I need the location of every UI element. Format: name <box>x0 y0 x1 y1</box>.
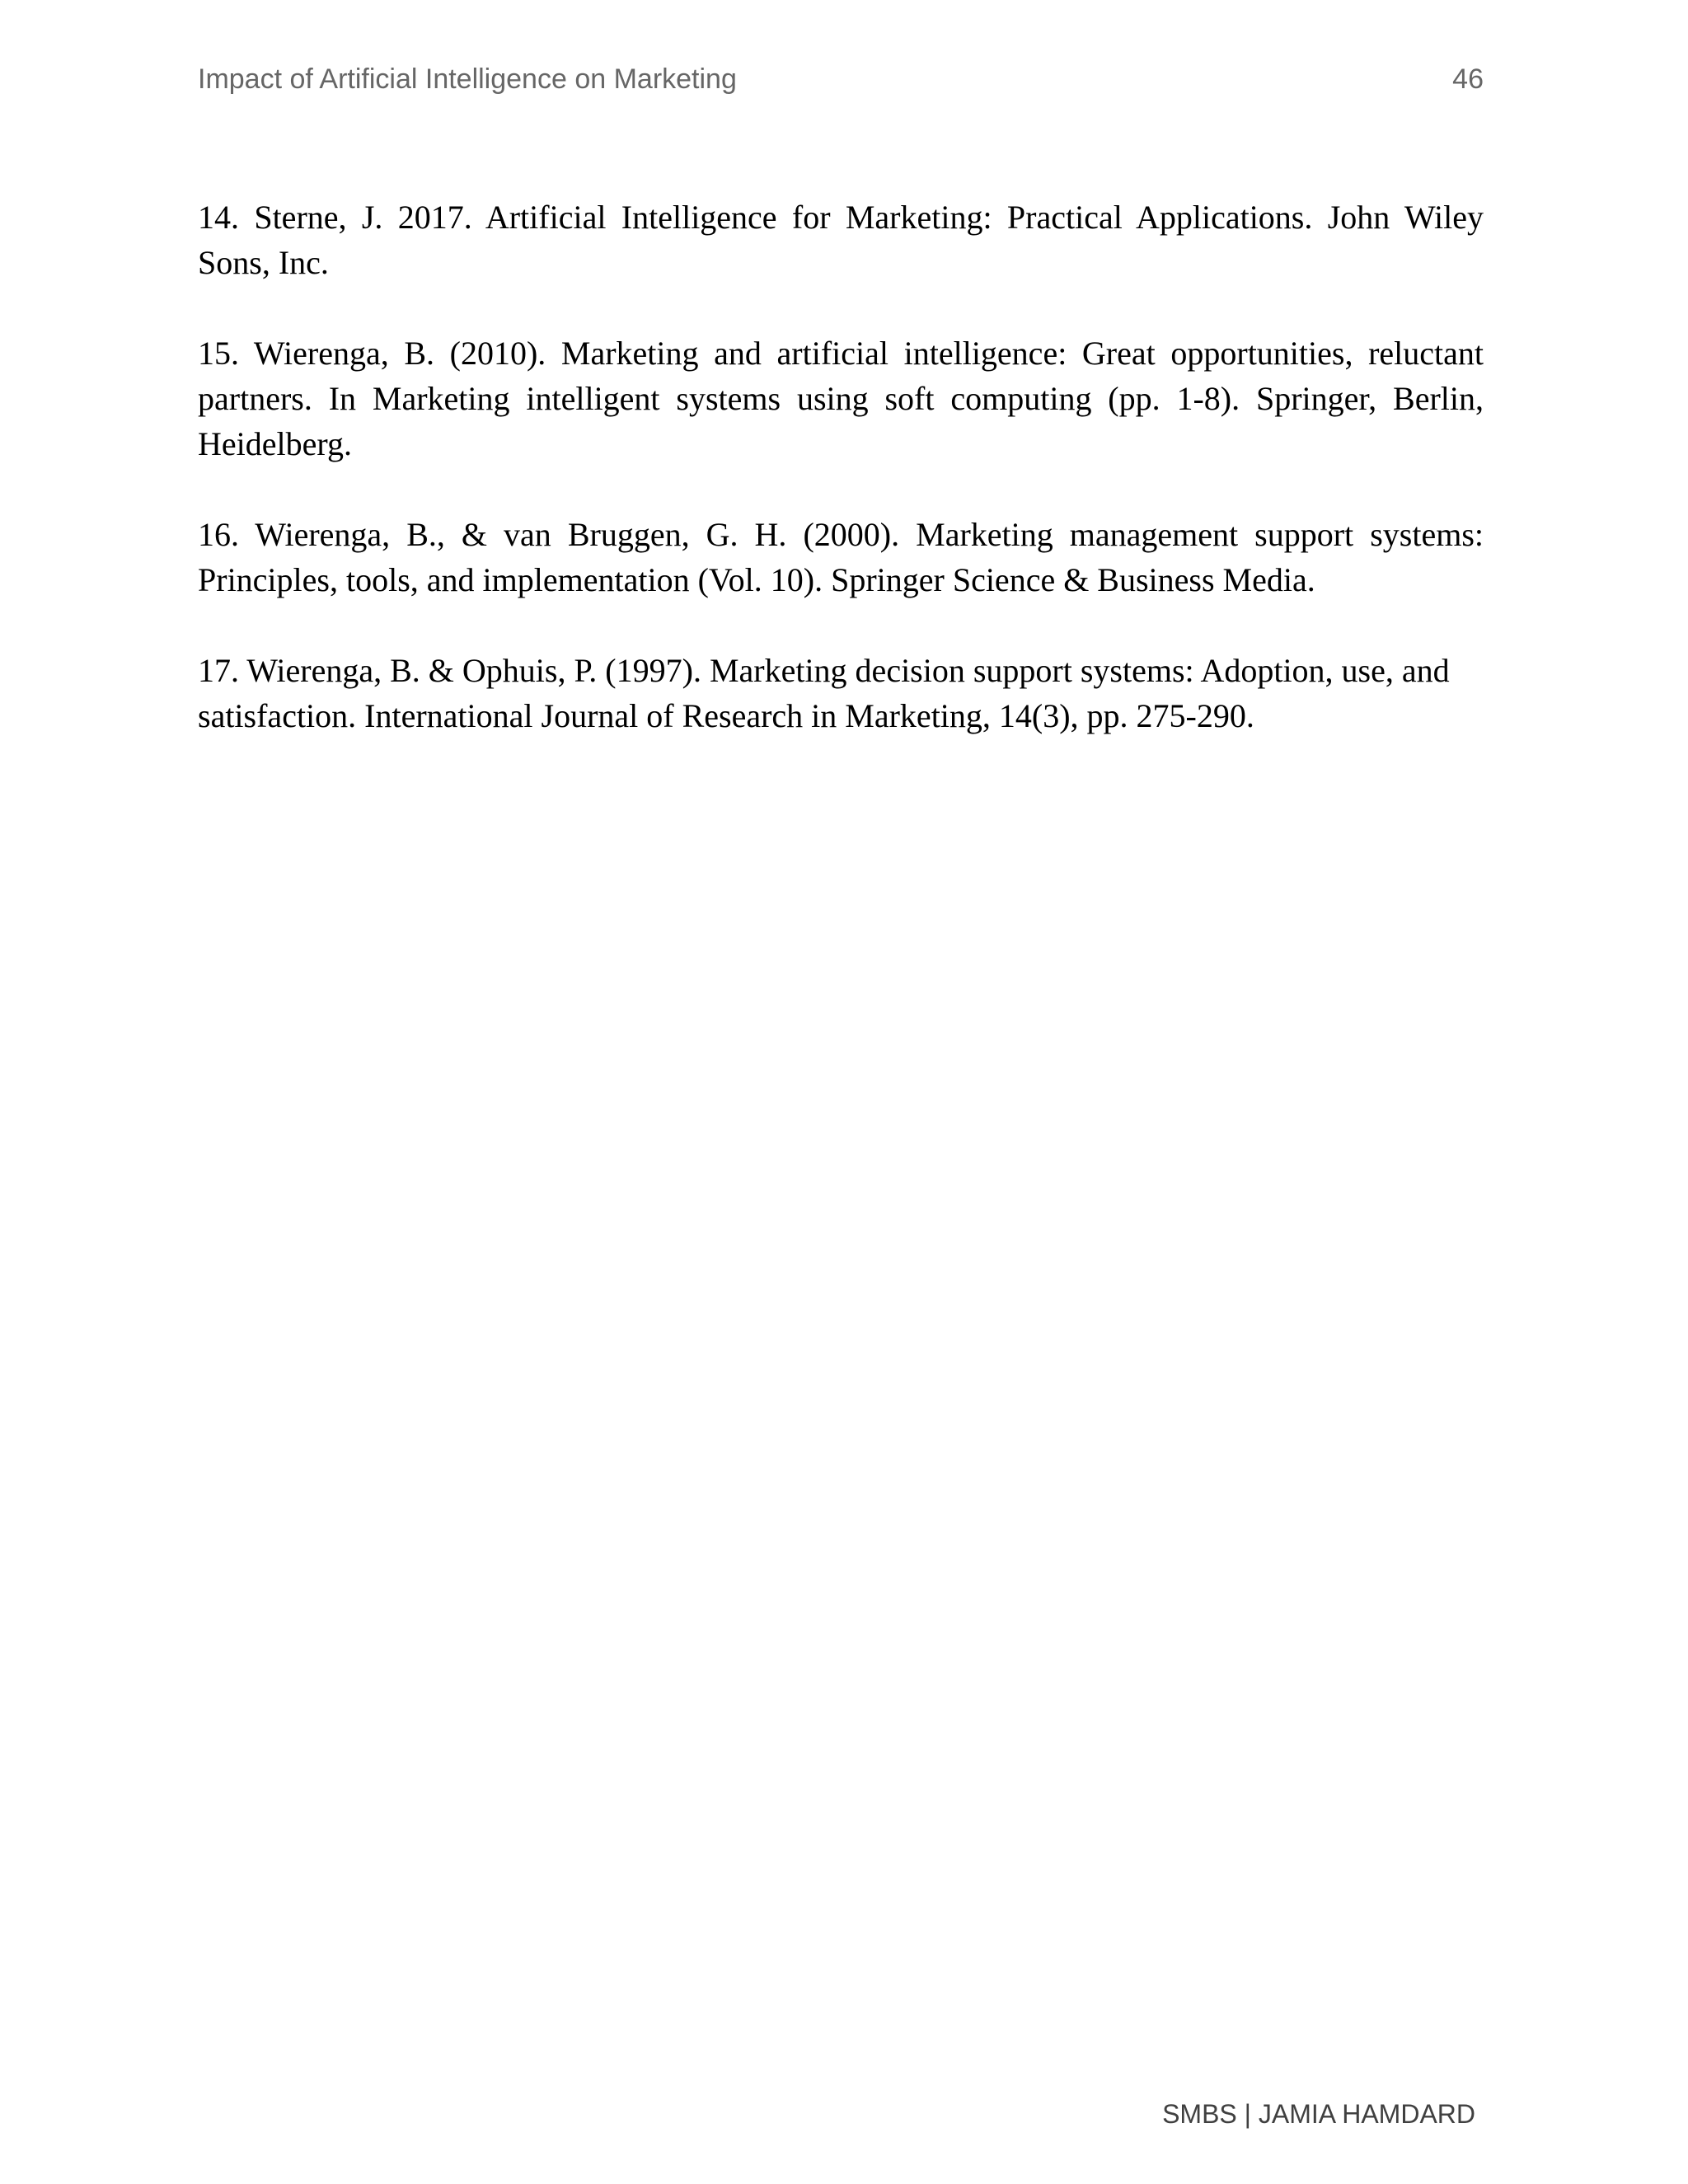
page-footer: SMBS | JAMIA HAMDARD <box>1162 2099 1475 2129</box>
reference-item-15: 15. Wierenga, B. (2010). Marketing and artificial intelligence: Great opportunities, reluctant partners. In Marketing intelligent systems using soft computing (pp. 1-8). Springer, Berlin, Heidelberg. <box>198 335 1484 462</box>
reference-list <box>198 194 1484 784</box>
header-title: Impact of Artificial Intelligence on Marketing <box>198 63 737 95</box>
running-header <box>198 59 1484 99</box>
reference-item-14: 14. Sterne, J. 2017. Artificial Intelligence for Marketing: Practical Applications. John Wiley Sons, Inc. <box>198 199 1484 281</box>
reference-item-17: 17. Wierenga, B. & Ophuis, P. (1997). Marketing decision support systems: Adoption, use, and satisfaction. International Journal of Research in Marketing, 14(3), pp. 275-290. <box>198 652 1450 734</box>
reference-item-16: 16. Wierenga, B., & van Bruggen, G. H. (2000). Marketing management support systems: Principles, tools, and implementation (Vol. 10). Springer Science & Business Media. <box>198 516 1484 598</box>
page-number: 46 <box>1452 63 1484 95</box>
